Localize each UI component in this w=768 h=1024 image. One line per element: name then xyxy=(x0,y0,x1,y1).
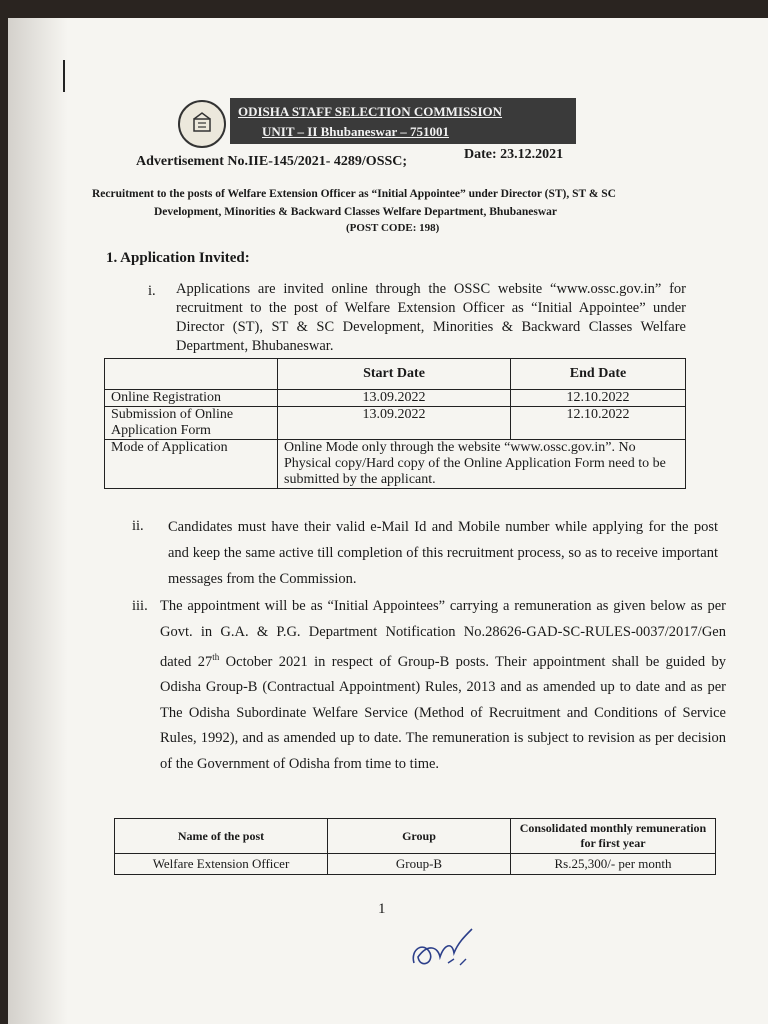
table-row xyxy=(105,407,686,440)
table-cell: 12.10.2022 xyxy=(511,390,686,407)
table-header xyxy=(105,359,278,390)
table-cell: 13.09.2022 xyxy=(278,390,511,407)
unit-address: UNIT – II Bhubaneswar – 751001 xyxy=(262,124,449,139)
recruitment-title-line1: Recruitment to the posts of Welfare Extension Officer as “Initial Appointee” under Director (ST), ST & SC xyxy=(92,188,616,200)
table-header: Consolidated monthly remuneration for first year xyxy=(511,819,716,854)
table-cell: Welfare Extension Officer xyxy=(115,854,328,875)
dates-table xyxy=(104,358,686,489)
table-row xyxy=(105,440,686,489)
table-header: Group xyxy=(328,819,511,854)
item-i-text: Applications are invited online through the OSSC website “www.ossc.gov.in” for recruitment to the post of Welfare Extension Officer as “Initial Appointee” under Director (ST), ST & SC Development, Minorities & Backward Classes Welfare Department, Bhubaneswar. xyxy=(176,281,686,354)
item-iii-text-part1: The appointment will be as “Initial Appointees” carrying a remuneration as given below as per Govt. in G.A. & P.G. Department Notification No.28626-GAD-SC-RULES-0037/2017/Gen dated 27 xyxy=(160,598,726,670)
superscript: th xyxy=(212,652,220,662)
section-heading: 1. Application Invited: xyxy=(106,250,250,266)
table-row xyxy=(105,390,686,407)
document-page xyxy=(8,18,768,1024)
recruitment-title-line2: Development, Minorities & Backward Classes Welfare Department, Bhubaneswar xyxy=(154,206,557,218)
table-cell: Rs.25,300/- per month xyxy=(511,854,716,875)
item-iii-text xyxy=(160,594,726,777)
table-cell: Mode of Application xyxy=(105,440,278,489)
item-iii-text-part2: October 2021 in respect of Group-B posts. Their appointment shall be guided by Odisha Group-B (Contractual Appointment) Rules, 2013 and as amended up to date and as per The Odisha Subordinate Welfare Service (Method of Recruitment and Conditions of Service Rules, 1992), and as amended up to date. The remuneration is subject to revision as per decision of the Government of Odisha from time to time. xyxy=(160,653,726,772)
item-number: ii. xyxy=(132,518,144,534)
emblem-icon xyxy=(178,100,226,148)
table-cell: Online Mode only through the website “www.ossc.gov.in”. No Physical copy/Hard copy of the Online Application Form need to be submitted by the applicant. xyxy=(278,440,686,489)
advertisement-date: Date: 23.12.2021 xyxy=(464,147,564,162)
table-header: End Date xyxy=(511,359,686,390)
page-number: 1 xyxy=(378,901,386,917)
table-cell: Group-B xyxy=(328,854,511,875)
page-shadow xyxy=(8,18,68,1024)
table-header: Start Date xyxy=(278,359,511,390)
item-ii-text: Candidates must have their valid e-Mail Id and Mobile number while applying for the post and keep the same active till completion of this recruitment process, so as to receive important messages from the Commission. xyxy=(168,519,718,587)
table-cell: Submission of Online Application Form xyxy=(105,407,278,440)
table-cell: Online Registration xyxy=(105,390,278,407)
table-row xyxy=(115,854,716,875)
item-number: iii. xyxy=(132,598,148,614)
commission-title: ODISHA STAFF SELECTION COMMISSION xyxy=(238,104,503,119)
margin-mark xyxy=(63,60,65,92)
post-code: (POST CODE: 198) xyxy=(346,222,440,234)
table-cell: 13.09.2022 xyxy=(278,407,511,440)
advertisement-number: Advertisement No.IIE-145/2021- 4289/OSSC; xyxy=(136,154,408,169)
signature-icon xyxy=(408,923,478,973)
letterhead xyxy=(178,98,578,148)
table-header: Name of the post xyxy=(115,819,328,854)
table-cell: 12.10.2022 xyxy=(511,407,686,440)
remuneration-table xyxy=(114,818,716,875)
item-number: i. xyxy=(148,283,156,299)
